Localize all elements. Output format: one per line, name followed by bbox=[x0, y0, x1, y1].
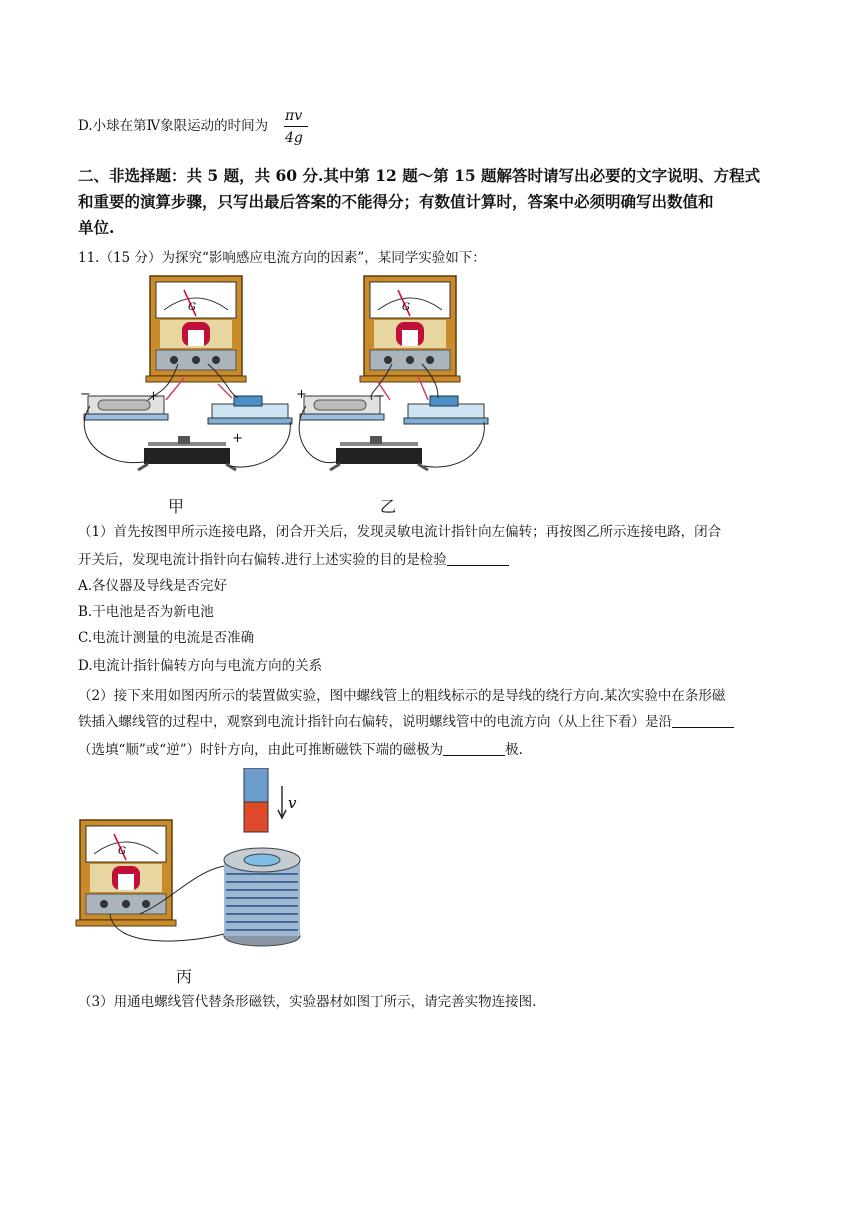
part1-line-1: （1）首先按图甲所示连接电路，闭合开关后，发现灵敏电流计指针向左偏转；再按图乙所示连接电路，闭合 bbox=[78, 524, 722, 540]
option-d-2: D.电流计指针偏转方向与电流方向的关系 bbox=[78, 658, 323, 674]
part2-line-1: （2）接下来用如图丙所示的装置做实验，图中螺线管上的粗线标示的是导线的绕行方向.某次实验中在条形磁 bbox=[78, 688, 726, 704]
option-c: C.电流计测量的电流是否准确 bbox=[78, 630, 255, 646]
option-d bbox=[78, 116, 268, 136]
answer-blank-1[interactable] bbox=[447, 551, 509, 566]
part1-line-2 bbox=[78, 550, 509, 570]
fraction-bar bbox=[284, 126, 308, 127]
part2-line-3 bbox=[78, 740, 523, 760]
caption-yi: 乙 bbox=[380, 497, 397, 516]
fraction-numerator: πv bbox=[285, 108, 303, 124]
rheostat-jia bbox=[138, 436, 236, 470]
bar-magnet-bottom bbox=[244, 802, 268, 832]
section-title-line-1: 二、非选择题：共 5 题，共 60 分.其中第 12 题～第 15 题解答时请写出必要的文字说明、方程式 bbox=[78, 166, 761, 185]
caption-bing: 丙 bbox=[176, 967, 193, 986]
rheostat-yi bbox=[330, 436, 428, 470]
section-title-line-3: 单位. bbox=[78, 218, 115, 237]
svg-text:−: − bbox=[374, 389, 385, 404]
galvanometer-yi bbox=[360, 276, 460, 382]
galvanometer-bing bbox=[76, 820, 176, 926]
answer-blank-3[interactable] bbox=[443, 741, 505, 756]
switch-yi bbox=[404, 396, 488, 424]
fraction-denominator: 4g bbox=[285, 130, 303, 146]
caption-jia: 甲 bbox=[168, 497, 185, 516]
part1-line-2-text: 开关后，发现电流计指针向右偏转.进行上述实验的目的是检验 bbox=[78, 552, 447, 568]
option-a: A.各仪器及导线是否完好 bbox=[78, 578, 228, 594]
option-d-text: D.小球在第Ⅳ象限运动的时间为 bbox=[78, 118, 269, 134]
figure-bing bbox=[74, 768, 304, 968]
part3-line-1: （3）用通电螺线管代替条形磁铁，实验器材如图丁所示，请完善实物连接图. bbox=[78, 994, 537, 1010]
galvanometer-jia bbox=[146, 276, 246, 382]
svg-text:+: + bbox=[296, 387, 307, 402]
svg-text:+: + bbox=[148, 389, 159, 404]
svg-text:−: − bbox=[80, 387, 91, 402]
meter-label-yi: G bbox=[402, 302, 410, 313]
svg-text:+: + bbox=[232, 431, 243, 446]
part2-line-3-text-a: （选填“顺”或“逆”）时针方向，由此可推断磁铁下端的磁极为 bbox=[78, 742, 444, 758]
part2-line-2-text: 铁插入螺线管的过程中，观察到电流计指针向右偏转，说明螺线管中的电流方向（从上往下看）是沿 bbox=[78, 714, 672, 730]
question-11-intro: 11.（15 分）为探究“影响感应电流方向的因素”，某同学实验如下： bbox=[78, 250, 486, 266]
part2-line-3-text-b: 极. bbox=[505, 742, 523, 758]
answer-blank-2[interactable] bbox=[672, 713, 734, 728]
svg-text:G: G bbox=[118, 846, 126, 857]
section-title-line-2: 和重要的演算步骤，只写出最后答案的不能得分；有数值计算时，答案中必须明确写出数值和 bbox=[78, 192, 714, 211]
option-b: B.干电池是否为新电池 bbox=[78, 604, 214, 620]
switch-jia bbox=[208, 396, 292, 424]
part2-line-2 bbox=[78, 712, 734, 732]
figure-jia-yi bbox=[78, 272, 498, 517]
meter-label-jia: G bbox=[188, 302, 196, 313]
bar-magnet-top bbox=[244, 768, 268, 802]
solenoid bbox=[224, 848, 300, 946]
velocity-label: v bbox=[288, 794, 297, 812]
